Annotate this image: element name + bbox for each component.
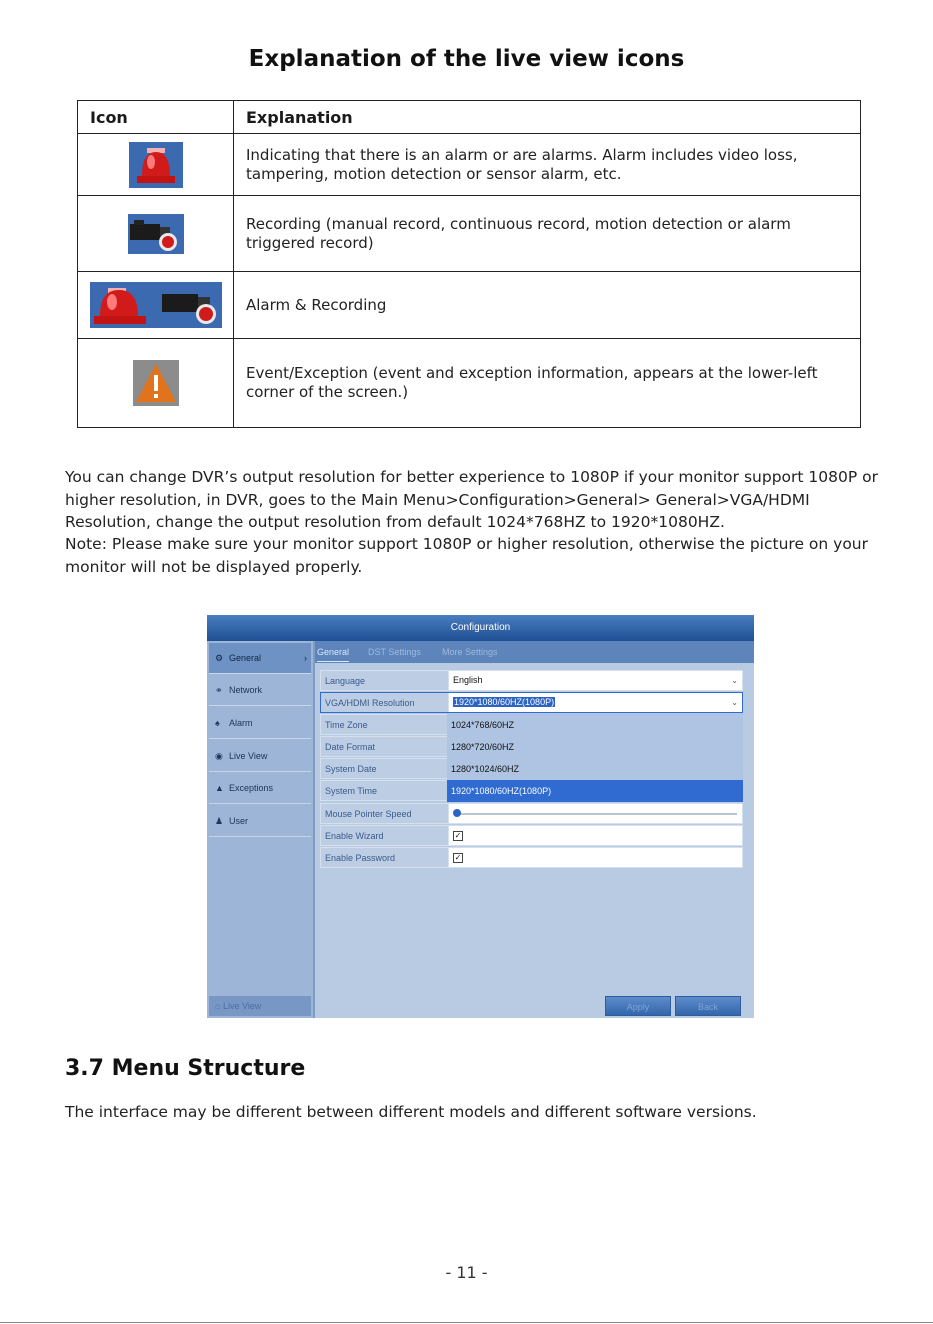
language-label: Language <box>325 676 366 686</box>
footer-divider <box>0 1322 933 1323</box>
system-date-label: System Date <box>325 764 377 774</box>
resolution-option-selected[interactable]: 1920*1080/60HZ(1080P) <box>447 780 743 802</box>
tab-bar <box>315 641 754 663</box>
enable-wizard-label: Enable Wizard <box>325 831 384 841</box>
page-title: Explanation of the live view icons <box>248 46 685 72</box>
alarm-recording-icon <box>90 282 222 328</box>
chevron-down-icon: ⌄ <box>731 698 738 707</box>
sidebar-item-alarm[interactable]: ♠ Alarm <box>209 708 311 739</box>
live-view-button[interactable]: ⌂ Live View <box>209 996 311 1016</box>
sidebar <box>207 641 315 1018</box>
recording-explanation: Recording (manual record, continuous record, motion detection or alarm triggered record) <box>234 196 861 272</box>
sidebar-item-exceptions[interactable]: ▲ Exceptions <box>209 773 311 804</box>
chevron-right-icon: › <box>304 653 307 663</box>
resolution-option[interactable]: 1024*768/60HZ <box>451 720 515 730</box>
mouse-speed-row <box>320 803 743 824</box>
dvr-configuration-screenshot <box>207 615 754 1018</box>
table-row <box>78 196 861 272</box>
resolution-option[interactable]: 1280*720/60HZ <box>451 742 515 752</box>
note-paragraph: Note: Please make sure your monitor support 1080P or higher resolution, otherwise the picture on your monitor will not be displayed properly. <box>65 535 868 576</box>
enable-wizard-row <box>320 825 743 846</box>
alarm-recording-explanation: Alarm & Recording <box>234 272 861 339</box>
resolution-row <box>320 692 743 713</box>
table-row <box>78 272 861 339</box>
language-row <box>320 670 743 691</box>
alarm-explanation: Indicating that there is an alarm or are alarms. Alarm includes video loss, tampering, motion detection or sensor alarm, etc. <box>234 134 861 196</box>
enable-password-label: Enable Password <box>325 853 396 863</box>
time-zone-label: Time Zone <box>325 720 368 730</box>
chevron-down-icon: ⌄ <box>731 676 738 685</box>
table-row <box>78 339 861 428</box>
alarm-icon <box>129 142 183 188</box>
section-text: The interface may be different between different models and different software versions. <box>65 1103 757 1121</box>
table-row <box>78 134 861 196</box>
sidebar-item-network[interactable]: ⚭ Network <box>209 675 311 706</box>
resolution-label: VGA/HDMI Resolution <box>325 698 415 708</box>
warning-icon: ▲ <box>215 783 224 793</box>
tab-dst-settings[interactable]: DST Settings <box>368 647 421 657</box>
window-title: Configuration <box>207 615 754 641</box>
user-icon: ♟ <box>215 816 224 826</box>
page-number: - 11 - <box>445 1263 488 1282</box>
network-icon: ⚭ <box>215 685 223 695</box>
mouse-speed-label: Mouse Pointer Speed <box>325 809 412 819</box>
language-select[interactable]: English ⌄ <box>448 671 742 690</box>
back-button[interactable]: Back <box>675 996 741 1016</box>
eye-icon: ◉ <box>215 751 223 761</box>
resolution-paragraph: You can change DVR’s output resolution for better experience to 1080P if your monitor support 1080P or higher resolution, in DVR, goes to the Main Menu>Configuration>General> General>VGA/HDMI Resolution, change the output resolution from default 1024*768HZ to 1920*1080HZ. <box>65 468 878 531</box>
enable-password-row <box>320 847 743 868</box>
mouse-speed-slider[interactable] <box>448 804 742 823</box>
enable-wizard-checkbox[interactable]: ✓ <box>454 831 462 840</box>
exception-explanation: Event/Exception (event and exception information, appears at the lower-left corner of the screen.) <box>234 339 861 428</box>
recording-icon <box>128 214 184 254</box>
resolution-select[interactable]: 1920*1080/60HZ(1080P) ⌄ <box>448 693 742 712</box>
tab-more-settings[interactable]: More Settings <box>442 647 498 657</box>
gear-icon: ⚙ <box>215 653 224 663</box>
apply-button[interactable]: Apply <box>605 996 671 1016</box>
sidebar-item-general[interactable]: ⚙ General › <box>209 643 311 674</box>
slider-knob[interactable] <box>453 809 461 817</box>
icon-column-header: Icon <box>78 101 234 134</box>
system-time-label: System Time <box>325 786 378 796</box>
enable-password-checkbox[interactable]: ✓ <box>454 853 462 862</box>
resolution-dropdown <box>447 713 743 802</box>
sidebar-item-user[interactable]: ♟ User <box>209 806 311 837</box>
date-format-label: Date Format <box>325 742 376 752</box>
alarm-icon: ♠ <box>215 718 220 728</box>
icons-table <box>77 100 861 428</box>
explanation-column-header: Explanation <box>234 101 861 134</box>
section-heading: 3.7 Menu Structure <box>65 1056 306 1081</box>
home-icon: ⌂ <box>215 1001 223 1011</box>
tab-general[interactable]: General <box>317 641 349 662</box>
warning-icon <box>133 360 179 406</box>
sidebar-item-live-view[interactable]: ◉ Live View <box>209 741 311 772</box>
resolution-option[interactable]: 1280*1024/60HZ <box>451 764 520 774</box>
